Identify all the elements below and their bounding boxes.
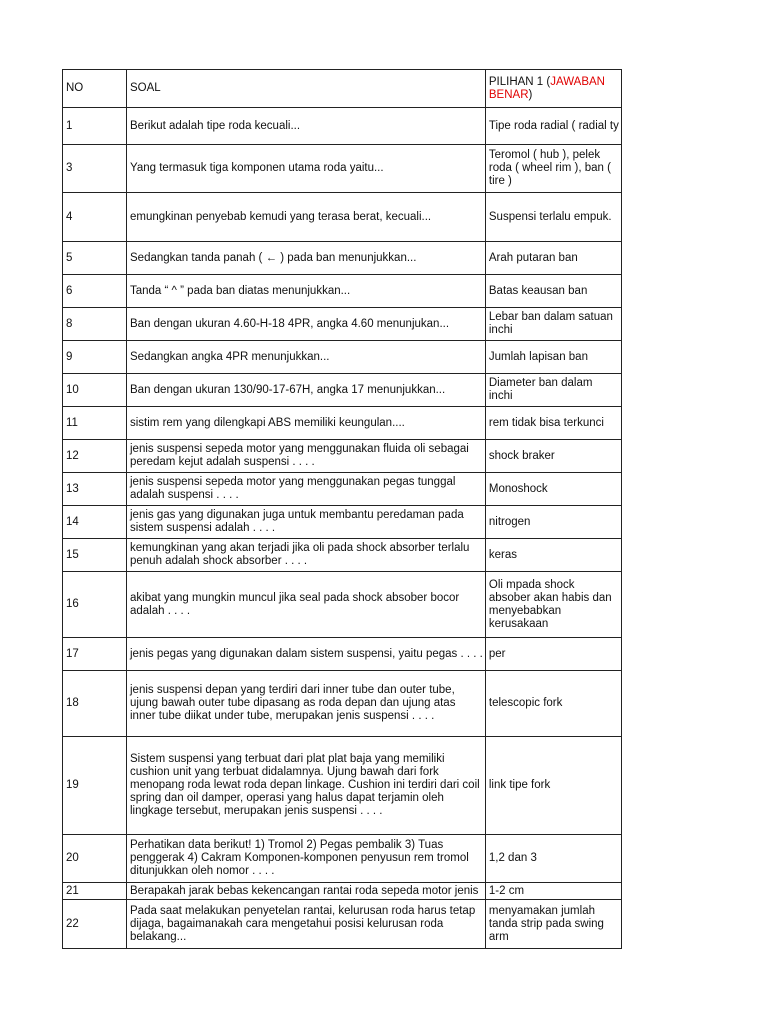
row-answer[interactable]: telescopic fork — [485, 671, 621, 737]
row-question[interactable]: Sedangkan angka 4PR menunjukkan... — [127, 341, 486, 374]
row-answer[interactable]: keras — [485, 539, 621, 572]
row-no[interactable]: 5 — [63, 242, 127, 275]
table-row — [63, 900, 622, 949]
row-answer[interactable]: link tipe fork — [485, 737, 621, 835]
row-no[interactable]: 13 — [63, 473, 127, 506]
row-no[interactable]: 22 — [63, 900, 127, 949]
row-no[interactable]: 21 — [63, 883, 127, 900]
row-no[interactable]: 12 — [63, 440, 127, 473]
row-no[interactable]: 19 — [63, 737, 127, 835]
table-row — [63, 341, 622, 374]
row-question[interactable]: Tanda “ ^ ” pada ban diatas menunjukkan... — [127, 275, 486, 308]
header-pilihan-prefix: PILIHAN 1 ( — [488, 75, 551, 88]
row-no[interactable]: 1 — [63, 108, 127, 145]
row-no[interactable]: 6 — [63, 275, 127, 308]
row-answer[interactable]: per — [485, 638, 621, 671]
header-no[interactable]: NO — [63, 70, 127, 108]
table-row — [63, 275, 622, 308]
row-answer[interactable]: Oli mpada shock absober akan habis dan menyebabkan kerusakaan — [485, 572, 621, 638]
header-pilihan-suffix: ) — [528, 88, 533, 101]
table-row — [63, 737, 622, 835]
table-row — [63, 308, 622, 341]
row-answer[interactable]: Jumlah lapisan ban — [485, 341, 621, 374]
row-question[interactable]: jenis suspensi sepeda motor yang menggunakan fluida oli sebagai peredam kejut adalah suspensi . . . . — [127, 440, 486, 473]
row-question[interactable]: Ban dengan ukuran 130/90-17-67H, angka 17 menunjukkan... — [127, 374, 486, 407]
row-answer[interactable]: Arah putaran ban — [485, 242, 621, 275]
row-no[interactable]: 18 — [63, 671, 127, 737]
row-no[interactable]: 4 — [63, 193, 127, 242]
header-row — [63, 70, 622, 108]
table-row — [63, 108, 622, 145]
table-row — [63, 374, 622, 407]
row-answer[interactable]: nitrogen — [485, 506, 621, 539]
row-no[interactable]: 17 — [63, 638, 127, 671]
table-row — [63, 572, 622, 638]
row-question[interactable]: sistim rem yang dilengkapi ABS memiliki keungulan.... — [127, 407, 486, 440]
row-no[interactable]: 16 — [63, 572, 127, 638]
row-question[interactable]: Berikut adalah tipe roda kecuali... — [127, 108, 486, 145]
row-no[interactable]: 15 — [63, 539, 127, 572]
row-question[interactable]: Berapakah jarak bebas kekencangan rantai roda sepeda motor jenis — [127, 883, 486, 900]
table-row — [63, 539, 622, 572]
row-no[interactable]: 11 — [63, 407, 127, 440]
header-pilihan-highlight: JAWABAN BENAR — [488, 75, 605, 101]
row-question[interactable]: Sedangkan tanda panah ( ← ) pada ban menunjukkan... — [127, 242, 486, 275]
row-answer[interactable]: menyamakan jumlah tanda strip pada swing arm — [485, 900, 621, 949]
table-row — [63, 407, 622, 440]
row-answer[interactable]: Lebar ban dalam satuan inchi — [485, 308, 621, 341]
row-answer[interactable]: Tipe roda radial ( radial ty — [485, 108, 621, 145]
quiz-table — [62, 69, 622, 949]
table-row — [63, 145, 622, 193]
row-answer[interactable]: Teromol ( hub ), pelek roda ( wheel rim ), ban ( tire ) — [485, 145, 621, 193]
table-row — [63, 242, 622, 275]
row-no[interactable]: 20 — [63, 835, 127, 883]
row-no[interactable]: 3 — [63, 145, 127, 193]
table-row — [63, 506, 622, 539]
row-no[interactable]: 9 — [63, 341, 127, 374]
table-row — [63, 440, 622, 473]
table-row — [63, 473, 622, 506]
row-answer[interactable]: rem tidak bisa terkunci — [485, 407, 621, 440]
row-no[interactable]: 14 — [63, 506, 127, 539]
row-answer[interactable]: Monoshock — [485, 473, 621, 506]
row-question[interactable]: jenis pegas yang digunakan dalam sistem suspensi, yaitu pegas . . . . — [127, 638, 486, 671]
row-question[interactable]: Perhatikan data berikut! 1) Tromol 2) Pegas pembalik 3) Tuas penggerak 4) Cakram Komponen-komponen penyusun rem tromol ditunjukkan oleh nomor . . . . — [127, 835, 486, 883]
header-soal[interactable]: SOAL — [127, 70, 486, 108]
table-row — [63, 638, 622, 671]
header-pilihan[interactable] — [485, 70, 621, 108]
row-answer[interactable]: Batas keausan ban — [485, 275, 621, 308]
row-no[interactable]: 8 — [63, 308, 127, 341]
row-question[interactable]: Pada saat melakukan penyetelan rantai, kelurusan roda harus tetap dijaga, bagaimanakah cara mengetahui posisi kelurusan roda belakang... — [127, 900, 486, 949]
row-question[interactable]: jenis suspensi depan yang terdiri dari inner tube dan outer tube, ujung bawah outer tube dipasang as roda depan dan ujung atas inner tube diikat under tube, merupakan jenis suspensi . . . . — [127, 671, 486, 737]
table-row — [63, 193, 622, 242]
table-row — [63, 835, 622, 883]
row-answer[interactable]: shock braker — [485, 440, 621, 473]
row-question[interactable]: Sistem suspensi yang terbuat dari plat plat baja yang memiliki cushion unit yang terbuat didalamnya. Ujung bawah dari fork menopang roda lewat roda depan linkage. Cushion ini terdiri dari coil spring dan oil damper, operasi yang halus dapat terjamin oleh lingkage tersebut, merupakan jenis suspensi . . . . — [127, 737, 486, 835]
row-answer[interactable]: Suspensi terlalu empuk. — [485, 193, 621, 242]
row-answer[interactable]: 1,2 dan 3 — [485, 835, 621, 883]
row-question[interactable]: jenis suspensi sepeda motor yang menggunakan pegas tunggal adalah suspensi . . . . — [127, 473, 486, 506]
row-question[interactable]: kemungkinan yang akan terjadi jika oli pada shock absorber terlalu penuh adalah shock absorber . . . . — [127, 539, 486, 572]
table-row — [63, 883, 622, 900]
row-question[interactable]: emungkinan penyebab kemudi yang terasa berat, kecuali... — [127, 193, 486, 242]
table-row — [63, 671, 622, 737]
row-no[interactable]: 10 — [63, 374, 127, 407]
row-answer[interactable]: 1-2 cm — [485, 883, 621, 900]
row-question[interactable]: Ban dengan ukuran 4.60-H-18 4PR, angka 4.60 menunjukan... — [127, 308, 486, 341]
row-question[interactable]: Yang termasuk tiga komponen utama roda yaitu... — [127, 145, 486, 193]
row-question[interactable]: akibat yang mungkin muncul jika seal pada shock absober bocor adalah . . . . — [127, 572, 486, 638]
row-answer[interactable]: Diameter ban dalam inchi — [485, 374, 621, 407]
row-question[interactable]: jenis gas yang digunakan juga untuk membantu peredaman pada sistem suspensi adalah . . . . — [127, 506, 486, 539]
